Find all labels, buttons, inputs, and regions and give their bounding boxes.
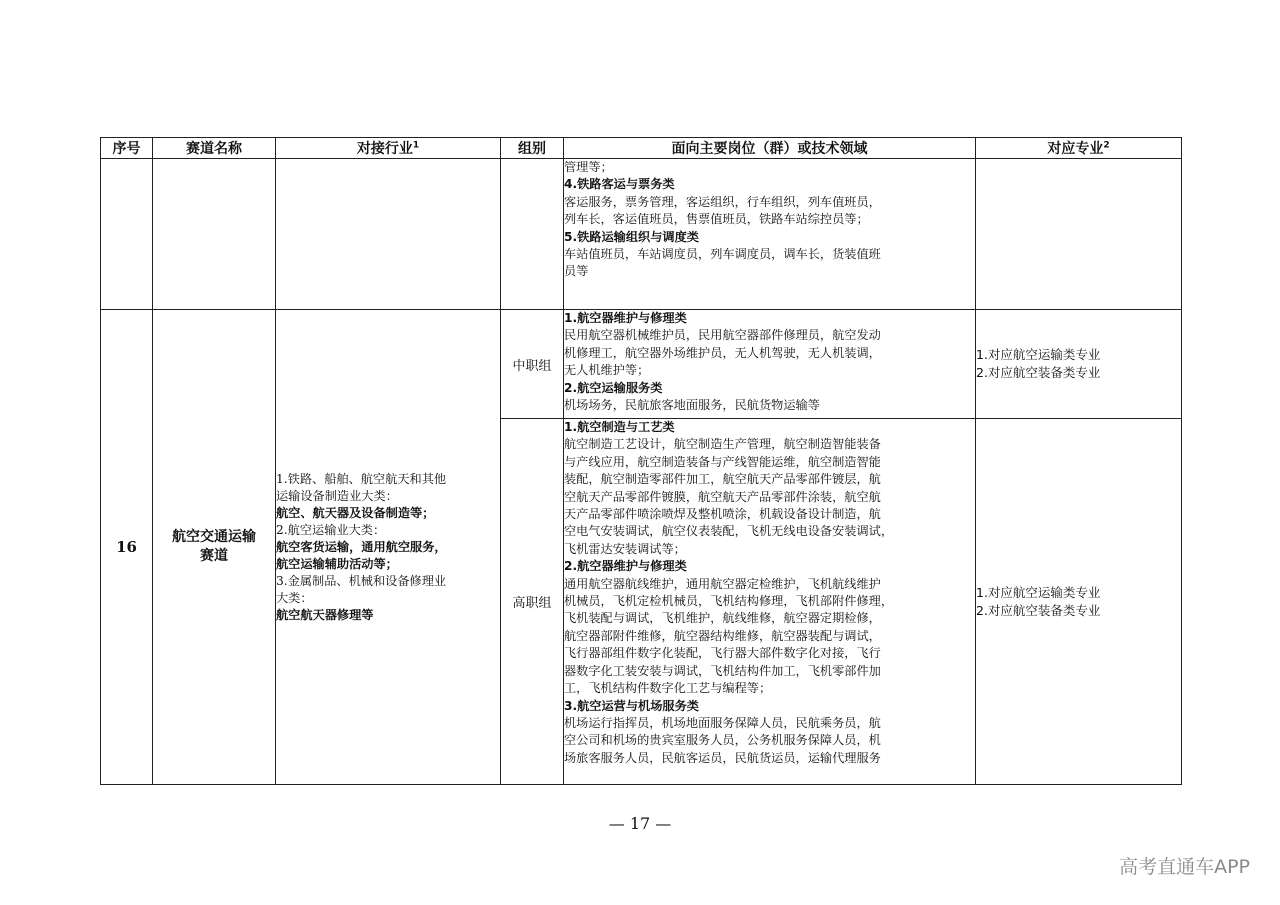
competition-table xyxy=(100,137,1182,785)
industry-line: 3.金属制品、机械和设备修理业 xyxy=(276,573,447,588)
header-industry-footnote: 1 xyxy=(412,140,420,151)
group-secondary: 中职组 xyxy=(501,310,564,419)
industry-line: 1.铁路、船舶、航空航天和其他 xyxy=(276,471,447,486)
header-major xyxy=(976,138,1182,159)
higher-post-line: 场旅客服务人员，民航客运员，民航货运员，运输代理服务 xyxy=(564,750,881,765)
cont-posts-cell xyxy=(564,159,976,310)
secondary-post-line: 1.航空器维护与修理类 xyxy=(564,311,687,325)
secondary-post-line: 机场场务，民航旅客地面服务，民航货物运输等 xyxy=(564,398,820,413)
header-major-label: 对应专业 xyxy=(1047,141,1104,157)
cont-major-cell xyxy=(976,159,1182,310)
major-secondary-line-1: 1.对应航空运输类专业 xyxy=(976,347,1101,362)
header-seq: 序号 xyxy=(101,138,153,159)
cont-seq-cell xyxy=(101,159,153,310)
row16-seq: 16 xyxy=(101,310,153,785)
cont-post-line: 管理等； xyxy=(564,160,613,174)
header-major-footnote: 2 xyxy=(1103,140,1110,151)
row16-track-name xyxy=(153,310,276,785)
cont-track-cell xyxy=(153,159,276,310)
industry-line: 航空、航天器及设备制造等； xyxy=(276,505,435,520)
table-header-row xyxy=(101,138,1182,159)
higher-post-line: 飞机雷达安装调试等； xyxy=(564,541,686,556)
cont-industry-cell xyxy=(276,159,501,310)
cont-post-line: 车站值班员，车站调度员，列车调度员，调车长，货装值班 xyxy=(564,247,881,262)
industry-line: 航空航天器修理等 xyxy=(276,607,374,622)
table-row-continuation xyxy=(101,159,1182,310)
secondary-post-line: 2.航空运输服务类 xyxy=(564,380,663,395)
industry-line: 航空客货运输，通用航空服务， xyxy=(276,539,447,554)
higher-post-line: 天产品零部件喷涂喷焊及整机喷涂，机载设备设计制造，航 xyxy=(564,507,881,522)
major-higher-line-1: 1.对应航空运输类专业 xyxy=(976,584,1101,600)
header-group: 组别 xyxy=(501,138,564,159)
higher-post-line: 装配，航空制造零部件加工，航空航天产品零部件镀层，航 xyxy=(564,472,881,487)
posts-higher-lines xyxy=(564,419,975,767)
page-number: — 17 — xyxy=(608,814,672,833)
higher-post-line: 航空制造工艺设计，航空制造生产管理，航空制造智能装备 xyxy=(564,437,881,452)
cont-post-line: 5.铁路运输组织与调度类 xyxy=(564,229,699,244)
higher-post-line: 空电气安装调试，航空仪表装配，飞机无线电设备安装调试， xyxy=(564,524,894,539)
posts-secondary-lines xyxy=(564,310,975,414)
secondary-post-line: 无人机维护等； xyxy=(564,363,650,378)
header-industry-label: 对接行业 xyxy=(356,141,413,157)
major-higher xyxy=(976,419,1182,785)
higher-post-line: 空航天产品零部件镀膜，航空航天产品零部件涂装，航空航 xyxy=(564,489,881,504)
cont-posts-lines xyxy=(564,159,975,281)
higher-post-line: 航空器部附件维修，航空器结构维修，航空器装配与调试， xyxy=(564,628,881,643)
higher-post-line: 工，飞机结构件数字化工艺与编程等； xyxy=(564,681,772,696)
higher-post-line: 器数字化工装安装与调试，飞机结构件加工，飞机零部件加 xyxy=(564,663,881,678)
secondary-post-line: 民用航空器机械维护员，民用航空器部件修理员，航空发动 xyxy=(564,328,881,343)
higher-post-line: 飞机装配与调试，飞机维护，航线维修，航空器定期检修， xyxy=(564,611,881,626)
higher-post-line: 空公司和机场的贵宾室服务人员，公务机服务保障人员，机 xyxy=(564,733,881,748)
major-higher-line-2: 2.对应航空装备类专业 xyxy=(976,602,1101,618)
posts-higher xyxy=(564,419,976,785)
major-secondary-line-2: 2.对应航空装备类专业 xyxy=(976,365,1101,380)
group-higher: 高职组 xyxy=(501,419,564,785)
higher-post-line: 3.航空运营与机场服务类 xyxy=(564,698,699,713)
higher-post-line: 1.航空制造与工艺类 xyxy=(564,420,675,434)
track-name-line2: 赛道 xyxy=(200,548,228,564)
cont-post-line: 客运服务，票务管理，客运组织，行车组织，列车值班员， xyxy=(564,194,881,209)
higher-post-line: 与产线应用，航空制造装备与产线智能运维，航空制造智能 xyxy=(564,454,881,469)
industry-line: 2.航空运输业大类： xyxy=(276,522,386,537)
posts-secondary xyxy=(564,310,976,419)
row16-industry xyxy=(276,310,501,785)
track-name-line1: 航空交通运输 xyxy=(172,529,256,545)
cont-post-line: 员等 xyxy=(564,264,589,279)
secondary-post-line: 机修理工，航空器外场维护员，无人机驾驶，无人机装调， xyxy=(564,345,881,360)
header-track: 赛道名称 xyxy=(153,138,276,159)
higher-post-line: 2.航空器维护与修理类 xyxy=(564,559,687,574)
app-watermark: 高考直通车APP xyxy=(1119,856,1250,878)
table-row-16-secondary xyxy=(101,310,1182,419)
higher-post-line: 通用航空器航线维护，通用航空器定检维护，飞机航线维护 xyxy=(564,576,881,591)
major-secondary xyxy=(976,310,1182,419)
cont-group-cell xyxy=(501,159,564,310)
header-industry xyxy=(276,138,501,159)
higher-post-line: 机场运行指挥员，机场地面服务保障人员，民航乘务员，航 xyxy=(564,715,881,730)
higher-post-line: 机械员，飞机定检机械员，飞机结构修理，飞机部附件修理， xyxy=(564,594,894,609)
header-posts: 面向主要岗位（群）或技术领域 xyxy=(564,138,976,159)
industry-line: 运输设备制造业大类： xyxy=(276,488,398,503)
industry-line: 航空运输辅助活动等； xyxy=(276,556,398,571)
higher-post-line: 飞行器部组件数字化装配，飞行器大部件数字化对接，飞行 xyxy=(564,646,881,661)
cont-post-line: 4.铁路客运与票务类 xyxy=(564,177,675,192)
industry-line: 大类： xyxy=(276,590,313,605)
industry-lines xyxy=(276,471,500,624)
cont-post-line: 列车长，客运值班员，售票值班员，铁路车站综控员等； xyxy=(564,212,869,227)
